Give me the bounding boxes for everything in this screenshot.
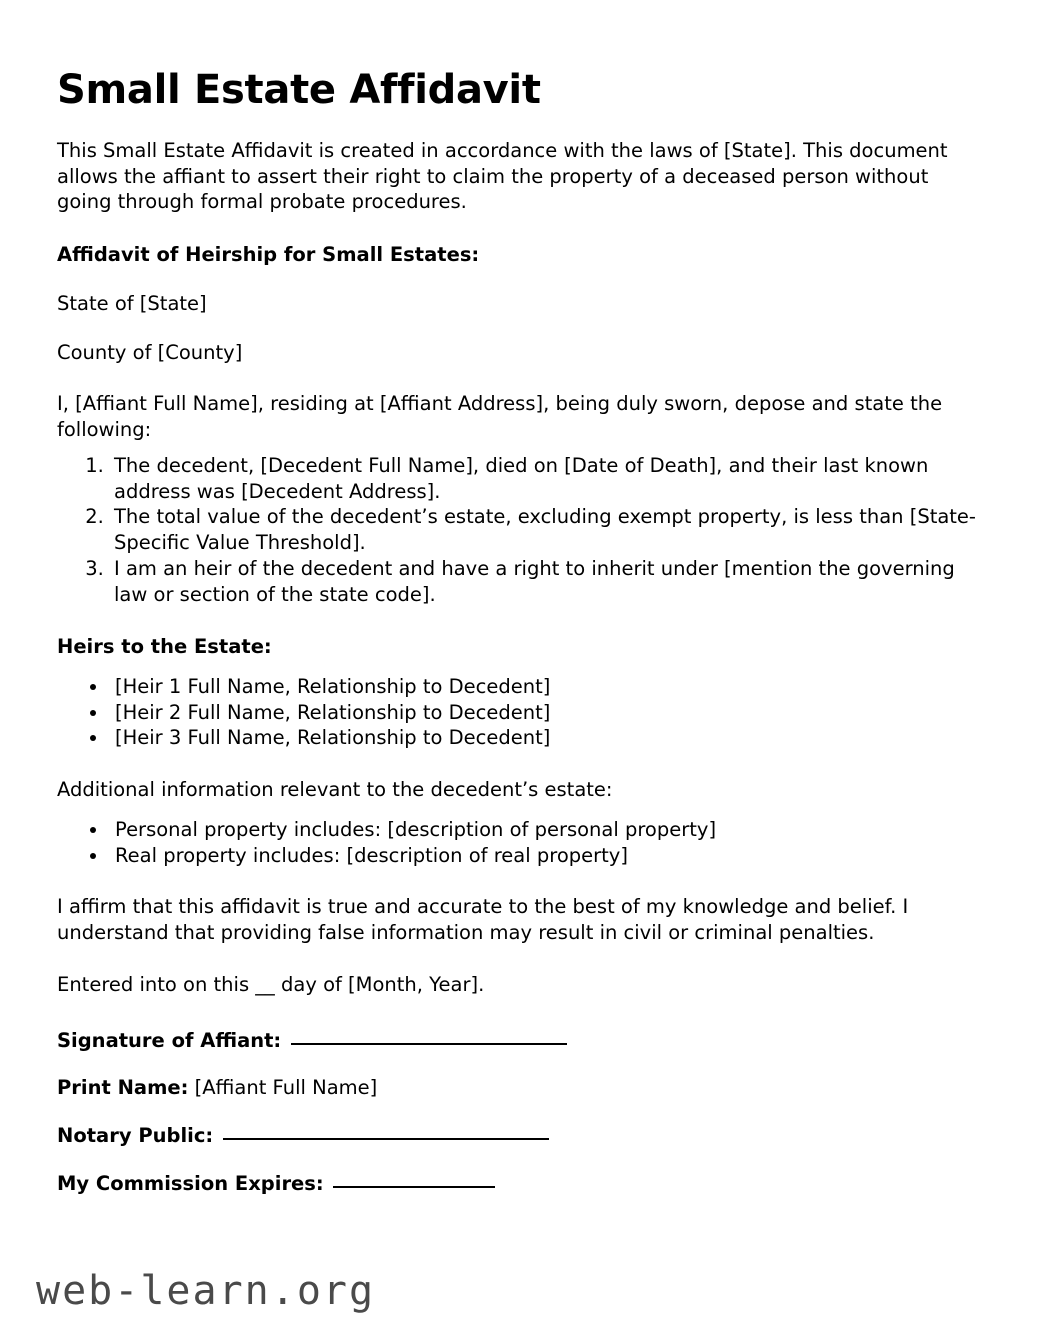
list-item: • Real property includes: [description of real property] xyxy=(109,843,985,869)
state-line: State of [State] xyxy=(57,291,207,315)
entered-into-line: Entered into on this __ day of [Month, Year]. xyxy=(57,972,485,996)
signature-of-affiant-field[interactable] xyxy=(291,1043,567,1045)
list-item: 3. I am an heir of the decedent and have a right to inherit under [mention the governing law or section of the state code]. xyxy=(110,556,985,607)
document-page xyxy=(57,0,985,1197)
list-item: • [Heir 2 Full Name, Relationship to Decedent] xyxy=(109,700,985,726)
affiant-statement: I, [Affiant Full Name], residing at [Affiant Address], being duly sworn, depose and state the following: xyxy=(57,392,943,442)
list-item: 1. The decedent, [Decedent Full Name], died on [Date of Death], and their last known address was [Decedent Address]. xyxy=(110,453,985,504)
notary-public-label: Notary Public: xyxy=(57,1124,214,1148)
additional-info-lead: Additional information relevant to the decedent’s estate: xyxy=(57,778,613,802)
commission-expires-row xyxy=(57,1149,985,1197)
commission-expires-field[interactable] xyxy=(333,1186,495,1188)
list-item: • Personal property includes: [description of personal property] xyxy=(109,817,985,843)
additional-info-list xyxy=(57,803,985,868)
page-title: Small Estate Affidavit xyxy=(57,67,541,113)
intro-paragraph: This Small Estate Affidavit is created in accordance with the laws of [State]. This document allows the affiant to assert their right to claim the property of a deceased person without going through formal probate procedures. xyxy=(57,139,948,214)
list-item: 2. The total value of the decedent’s estate, excluding exempt property, is less than [State-Specific Value Threshold]. xyxy=(110,504,985,555)
print-name-row xyxy=(57,1053,985,1101)
heirs-heading: Heirs to the Estate: xyxy=(57,635,272,659)
site-watermark: web-learn.org xyxy=(36,1268,376,1314)
list-item: • [Heir 1 Full Name, Relationship to Decedent] xyxy=(109,674,985,700)
print-name-value: [Affiant Full Name] xyxy=(194,1076,378,1100)
notary-public-row xyxy=(57,1101,985,1149)
heirs-list xyxy=(57,660,985,751)
list-item: • [Heir 3 Full Name, Relationship to Decedent] xyxy=(109,725,985,751)
county-line: County of [County] xyxy=(57,340,243,364)
notary-public-field[interactable] xyxy=(223,1138,549,1140)
signature-of-affiant-row xyxy=(57,1028,985,1054)
signature-of-affiant-label: Signature of Affiant: xyxy=(57,1028,282,1052)
affidavit-heading: Affidavit of Heirship for Small Estates: xyxy=(57,243,480,267)
declarations-list xyxy=(57,443,985,607)
commission-expires-label: My Commission Expires: xyxy=(57,1171,324,1195)
affirmation-paragraph: I affirm that this affidavit is true and accurate to the best of my knowledge and belief. I understand that providing false information may result in civil or criminal penalties. xyxy=(57,895,909,945)
signature-block xyxy=(57,998,985,1197)
print-name-label: Print Name: xyxy=(57,1076,189,1100)
